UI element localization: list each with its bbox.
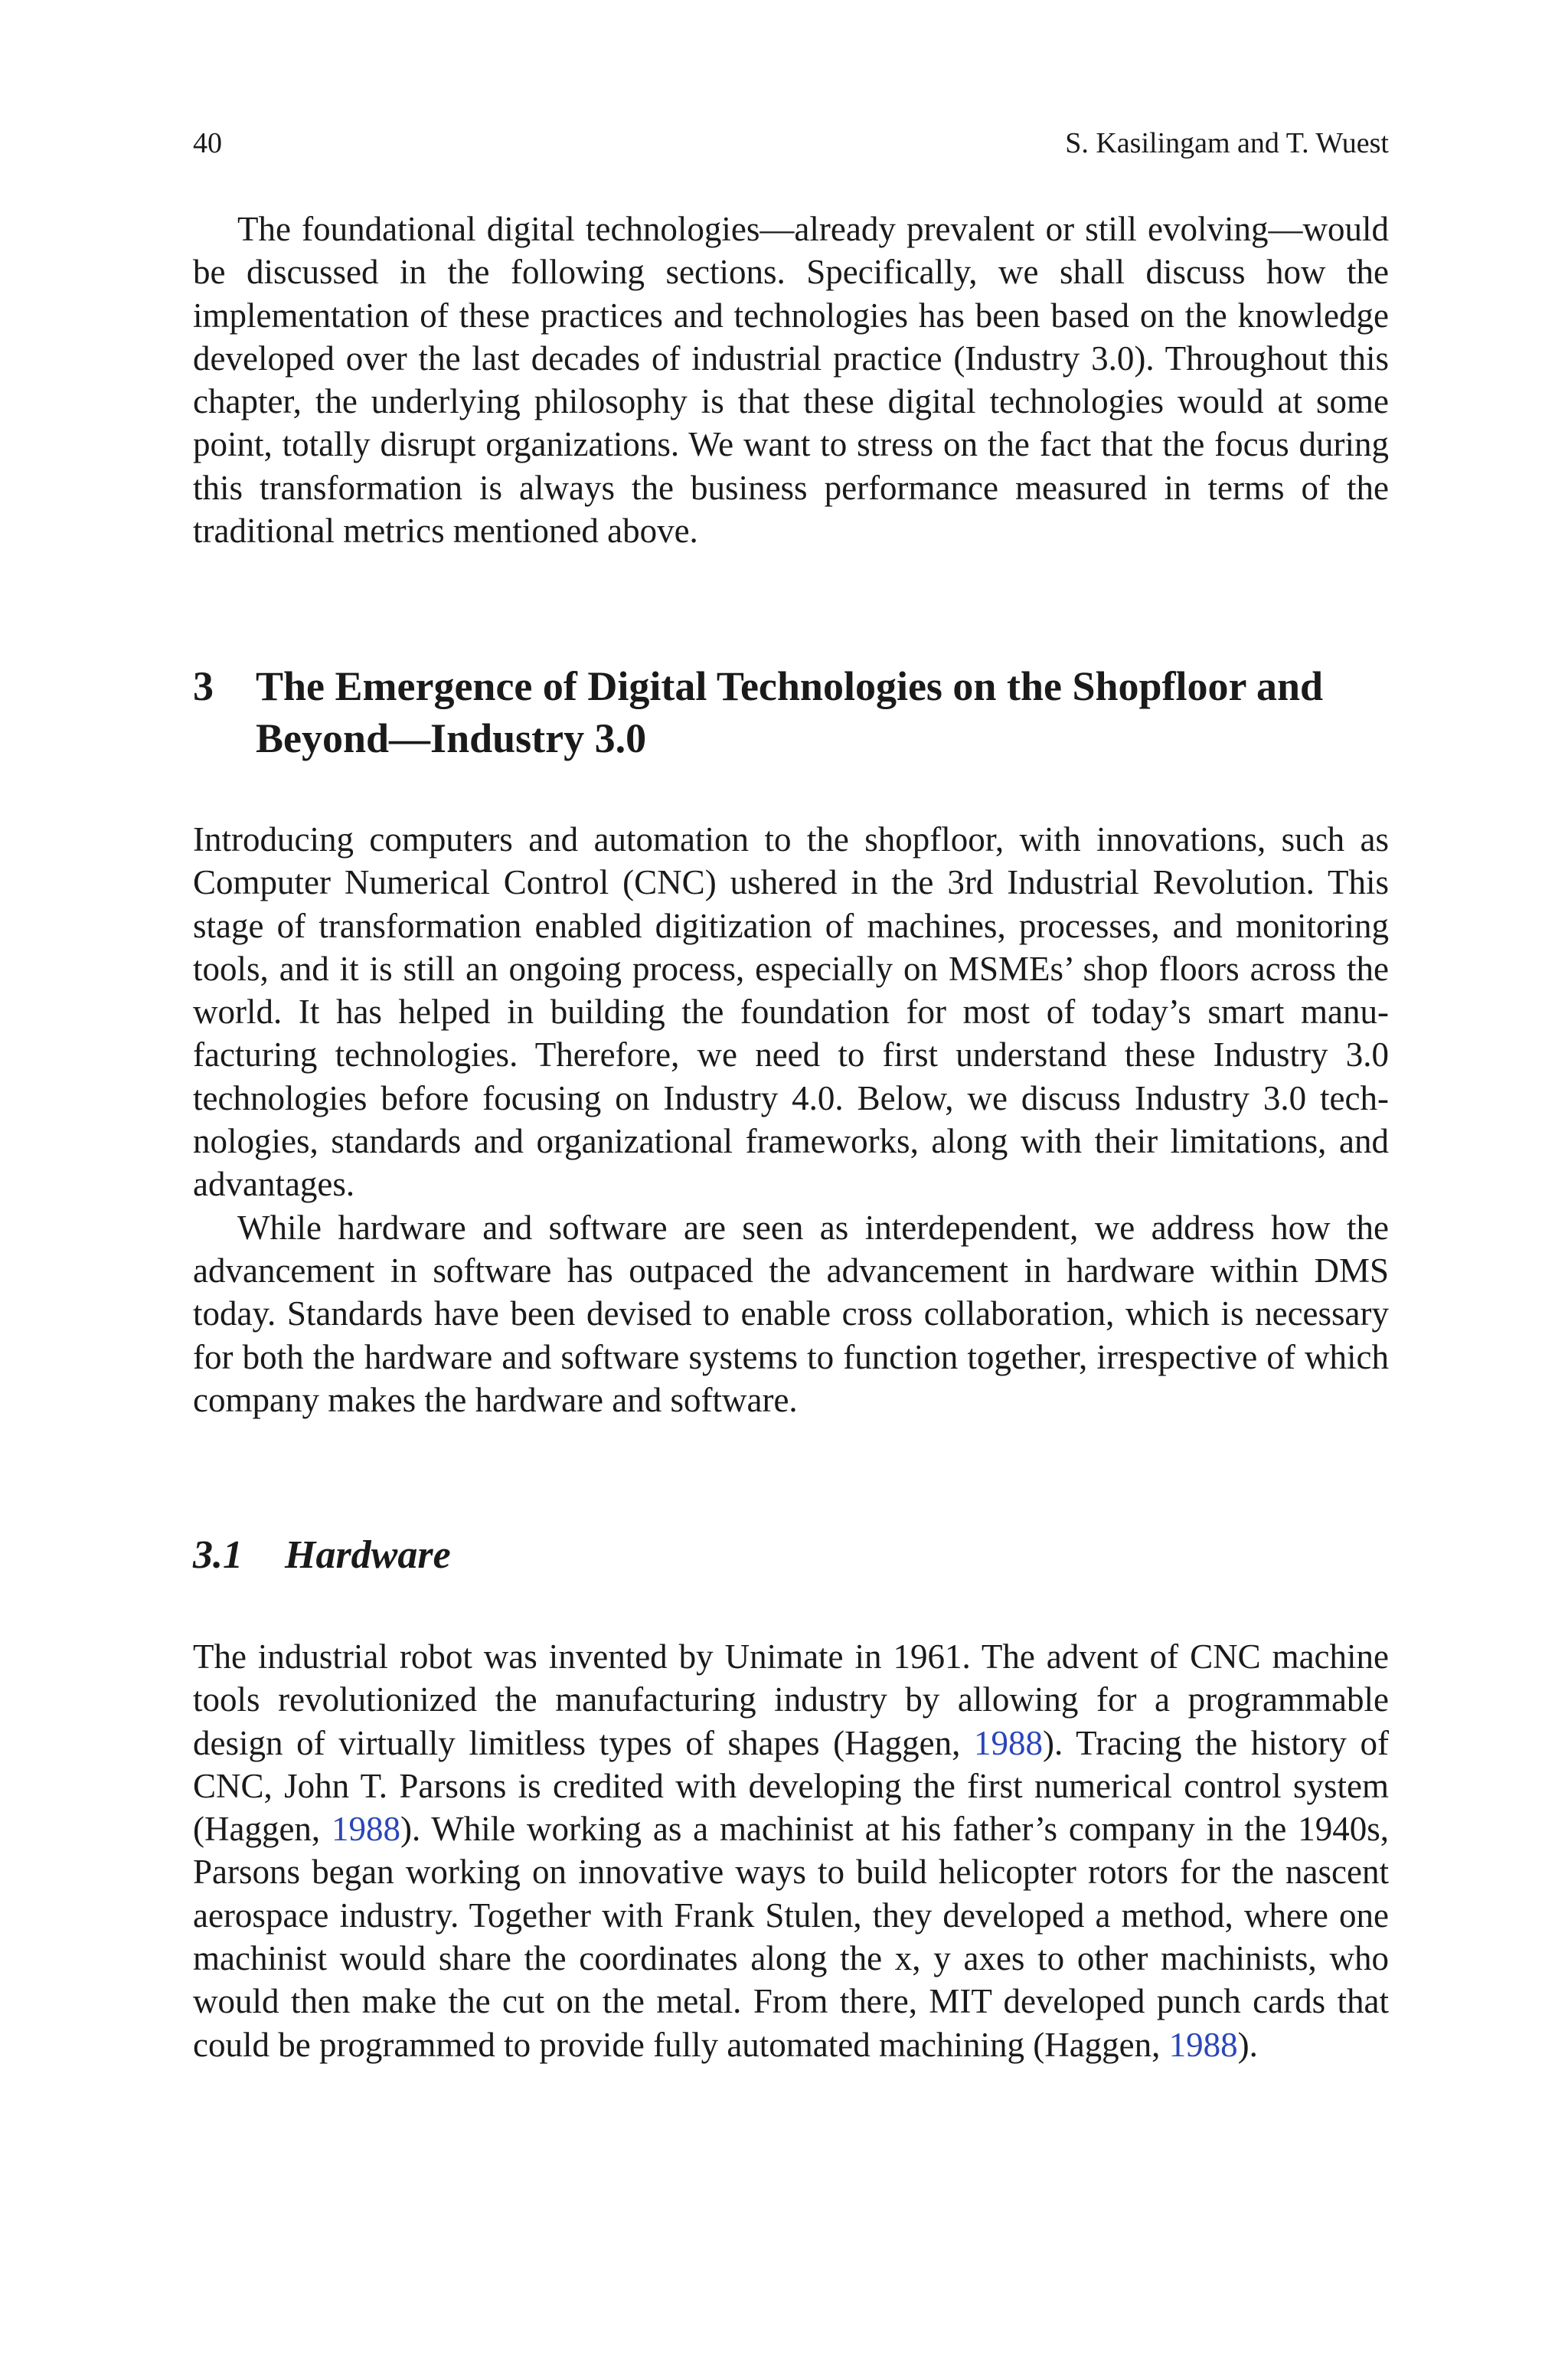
section-3-body xyxy=(193,818,1389,1421)
intro-block xyxy=(193,208,1389,552)
hardware-text-1: The industrial robot was invented by Unimate in 1961. The advent of CNC machine tools revolutionized the manufacturing industry by allowing for a programmable design of virtually limitless types of shapes (Haggen, xyxy=(193,1637,1389,1762)
section-3-number: 3 xyxy=(193,663,214,709)
hardware-text-3: ). While working as a machinist at his father’s company in the 1940s, Parsons began working on innovative ways to build helicopter rotors for the nascent aerospace industry. Together with Frank Stulen, they developed a method, where one machinist would share the coordinates along the x, y axes to other machinists, who would then make the cut on the metal. From there, MIT developed punch cards that could be programmed to provide fully automated machining (Haggen, xyxy=(193,1810,1389,2064)
page-header xyxy=(193,124,1389,162)
citation-link-haggen-1988[interactable]: 1988 xyxy=(1168,2025,1238,2064)
hardware-text-4: ). xyxy=(1237,2025,1258,2064)
section-3-1-body xyxy=(193,1635,1389,2066)
section-3-heading xyxy=(193,660,1389,764)
page-number: 40 xyxy=(193,127,222,159)
hardware-text-2: ). Tracing the history of CNC, John T. Parsons is credited with developing the first numerical control system (Haggen, xyxy=(193,1723,1390,1849)
section-3-paragraph-1: Introducing computers and automation to the shopfloor, with innovations, such as Computer Numerical Control (CNC) ushered in the 3rd Industrial Revolution. This stage of transformation enabled digitization of machines, processes, and monitoring tools, and it is still an ongoing process, especially on MSMEs’ shop floors across the world. It has helped in building the foundation for most of today’s smart manufacturing technologies. Therefore, we need to first understand these Industry 3.0 technologies before focusing on Industry 4.0. Below, we discuss Industry 3.0 technologies, standards and organizational frameworks, along with their limitations, and advantages. xyxy=(193,820,1389,1204)
intro-paragraph: The foundational digital technologies—already prevalent or still evolving—would be discussed in the following sections. Specifically, we shall discuss how the implementation of these practices and technologies has been based on the knowledge developed over the last decades of industrial practice (Industry 3.0). Throughout this chapter, the underlying philosophy is that these digital technologies would at some point, totally disrupt organizations. We want to stress on the fact that the focus during this transformation is always the business performance measured in terms of the traditional metrics mentioned above. xyxy=(193,210,1389,551)
section-3-title: The Emergence of Digital Technologies on the Shopfloor and Beyond—Industry 3.0 xyxy=(256,663,1324,761)
citation-link-haggen-1988[interactable]: 1988 xyxy=(974,1723,1044,1762)
section-3-1-number: 3.1 xyxy=(193,1533,243,1577)
running-head-authors: S. Kasilingam and T. Wuest xyxy=(1065,127,1389,159)
citation-link-haggen-1988[interactable]: 1988 xyxy=(332,1810,401,1849)
hardware-paragraph xyxy=(193,1635,1389,2066)
section-3-1-title: Hardware xyxy=(285,1533,451,1577)
section-3-paragraph-2: While hardware and software are seen as interdependent, we address how the advancement in software has outpaced the advancement in hardware within DMS today. Standards have been devised to enable cross collaboration, which is necessary for both the hardware and software systems to function together, irrespective of which company makes the hardware and software. xyxy=(193,1208,1389,1419)
section-3-1-heading xyxy=(193,1530,1389,1581)
